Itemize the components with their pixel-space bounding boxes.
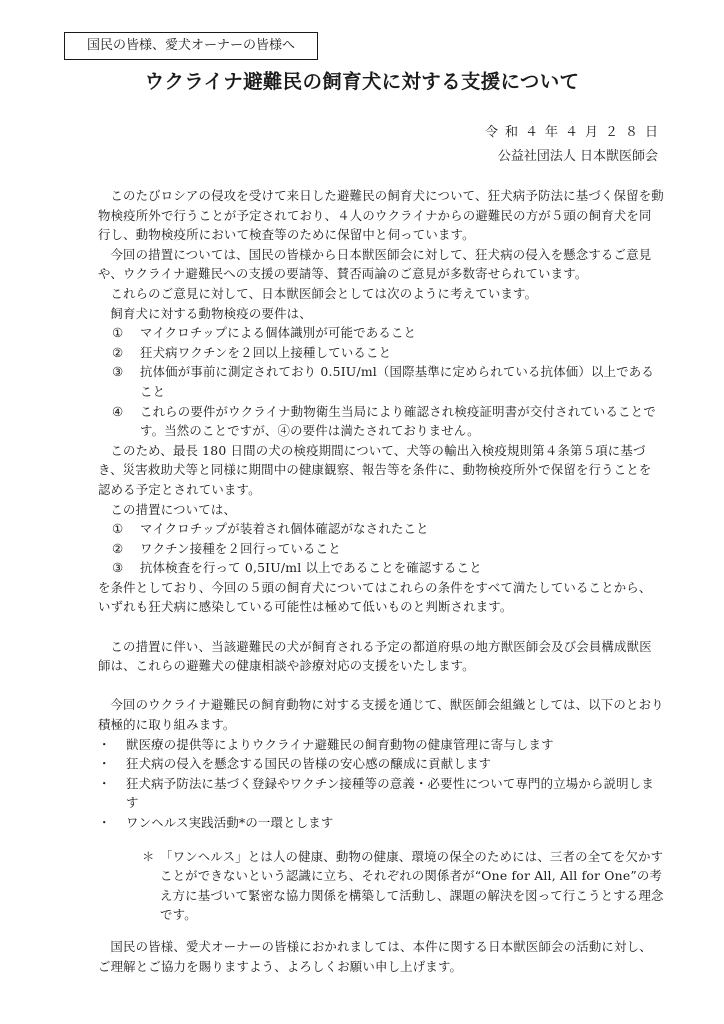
item-text: 狂犬病ワクチンを２回以上接種していること <box>140 344 392 360</box>
item-number: ③ <box>112 560 124 576</box>
paragraph-requirements-lead: 飼育犬に対する動物検疫の要件は、 <box>110 305 312 321</box>
document-title: ウクライナ避難民の飼育犬に対する支援について <box>144 70 580 93</box>
paragraph-conclusion: を条件としており、今回の５頭の飼育犬についてはこれらの条件をすべて満たしていることから、いずれも狂犬病に感染している可能性は極めて低いものと判断されます。 <box>98 579 652 615</box>
item-text: 狂犬病の侵入を懸念する国民の皆様の安心感の醸成に貢献します <box>126 756 492 772</box>
document-body <box>98 186 664 976</box>
paragraph-intro: このたびロシアの侵攻を受けて来日した避難民の飼育犬について、狂犬病予防法に基づく保留を動物検疫所外で行うことが予定されており、４人のウクライナからの避難民の方が５頭の飼育犬を同行し、動物検疫所において検査等のために保留中と伺っています。 <box>98 188 664 243</box>
item-text: 獣医療の提供等によりウクライナ避難民の飼育動物の健康管理に寄与します <box>126 736 554 752</box>
issue-date: 令和４年４月２８日 <box>484 125 665 140</box>
paragraph-closing: 国民の皆様、愛犬オーナーの皆様におかれましては、本件に関する日本獣医師会の活動に対し、ご理解とご協力を賜りますよう、よろしくお願い申し上げます。 <box>98 938 652 974</box>
paragraph-support: この措置に伴い、当該避難民の犬が飼育される予定の都道府県の地方獣医師会及び会員構成獣医師は、これらの避難犬の健康相談や診療対応の支援をいたします。 <box>98 638 652 674</box>
list-item <box>98 402 664 441</box>
item-text: ワンヘルス実践活動*の一環とします <box>126 815 334 830</box>
item-number: ① <box>112 325 124 341</box>
item-text: マイクロチップによる個体識別が可能であること <box>140 325 417 341</box>
paragraph-measure: このため、最長 180 日間の犬の検疫期間について、犬等の輸出入検疫規則第４条第５項に基づき、災害救助犬等と同様に期間中の健康観察、報告等を条件に、動物検疫所外で保留を行うことを認める予定とされています。 <box>98 442 652 497</box>
item-text: これらの要件がウクライナ動物衛生当局により確認され検疫証明書が交付されていることです。当然のことですが、④の要件は満たされておりません。 <box>140 403 656 439</box>
item-text: ワクチン接種を２回行っていること <box>140 540 341 556</box>
list-item <box>98 539 664 559</box>
list-item <box>98 813 664 833</box>
conditions-list <box>98 519 664 578</box>
footnote <box>98 847 664 925</box>
item-number: ④ <box>112 403 124 419</box>
list-item <box>98 558 664 578</box>
paragraph-opinions: 今回の措置については、国民の皆様から日本獣医師会に対して、狂犬病の侵入を懸念するご意見や、ウクライナ避難民への支援の要請等、賛否両論のご意見が多数寄せられています。 <box>98 246 652 282</box>
spacer <box>98 617 664 637</box>
item-number: ② <box>112 344 124 360</box>
item-text: 狂犬病予防法に基づく登録やワクチン接種等の意義・必要性について専門的立場から説明します <box>126 775 654 811</box>
actions-list <box>98 735 664 833</box>
bullet-mark: ・ <box>98 756 111 772</box>
item-number: ② <box>112 540 124 556</box>
list-item <box>98 343 664 363</box>
bullet-mark: ・ <box>98 775 111 791</box>
spacer <box>98 676 664 696</box>
bullet-mark: ・ <box>98 736 111 752</box>
list-item <box>98 735 664 755</box>
addressee-box: 国民の皆様、愛犬オーナーの皆様へ <box>64 32 318 60</box>
item-number: ① <box>112 521 124 537</box>
requirements-list <box>98 323 664 441</box>
list-item <box>98 519 664 539</box>
paragraph-commitment: 今回のウクライナ避難民の飼育動物に対する支援を通じて、獣医師会組織としては、以下のとおり積極的に取り組みます。 <box>98 697 664 733</box>
item-text: 抗体検査を行って 0,5IU/ml 以上であることを確認すること <box>140 560 482 576</box>
footnote-mark: ＊ <box>142 848 155 864</box>
item-text: 抗体価が事前に測定されており 0.5IU/ml（国際基準に定められている抗体価）以上であること <box>140 364 654 399</box>
list-item <box>98 323 664 343</box>
footnote-text: 「ワンヘルス」とは人の健康、動物の健康、環境の保全のためには、三者の全てを欠かすことができないという認識に立ち、それぞれの関係者が“One for All, All for One”の考え方に基づいて緊密な協力関係を構築して活動し、課題の解決を図って行こうとする理念です。 <box>160 848 664 923</box>
list-item <box>98 754 664 774</box>
list-item <box>98 362 664 401</box>
paragraph-stance: これらのご意見に対して、日本獣医師会としては次のように考えています。 <box>110 285 538 301</box>
item-number: ③ <box>112 364 124 380</box>
issuer-name: 公益社団法人 日本獣医師会 <box>497 149 658 164</box>
paragraph-measure-lead: この措置については、 <box>110 501 237 517</box>
item-text: マイクロチップが装着され個体確認がなされたこと <box>140 521 429 537</box>
date-issuer-block <box>484 121 665 169</box>
list-item <box>98 774 664 813</box>
bullet-mark: ・ <box>98 815 111 830</box>
